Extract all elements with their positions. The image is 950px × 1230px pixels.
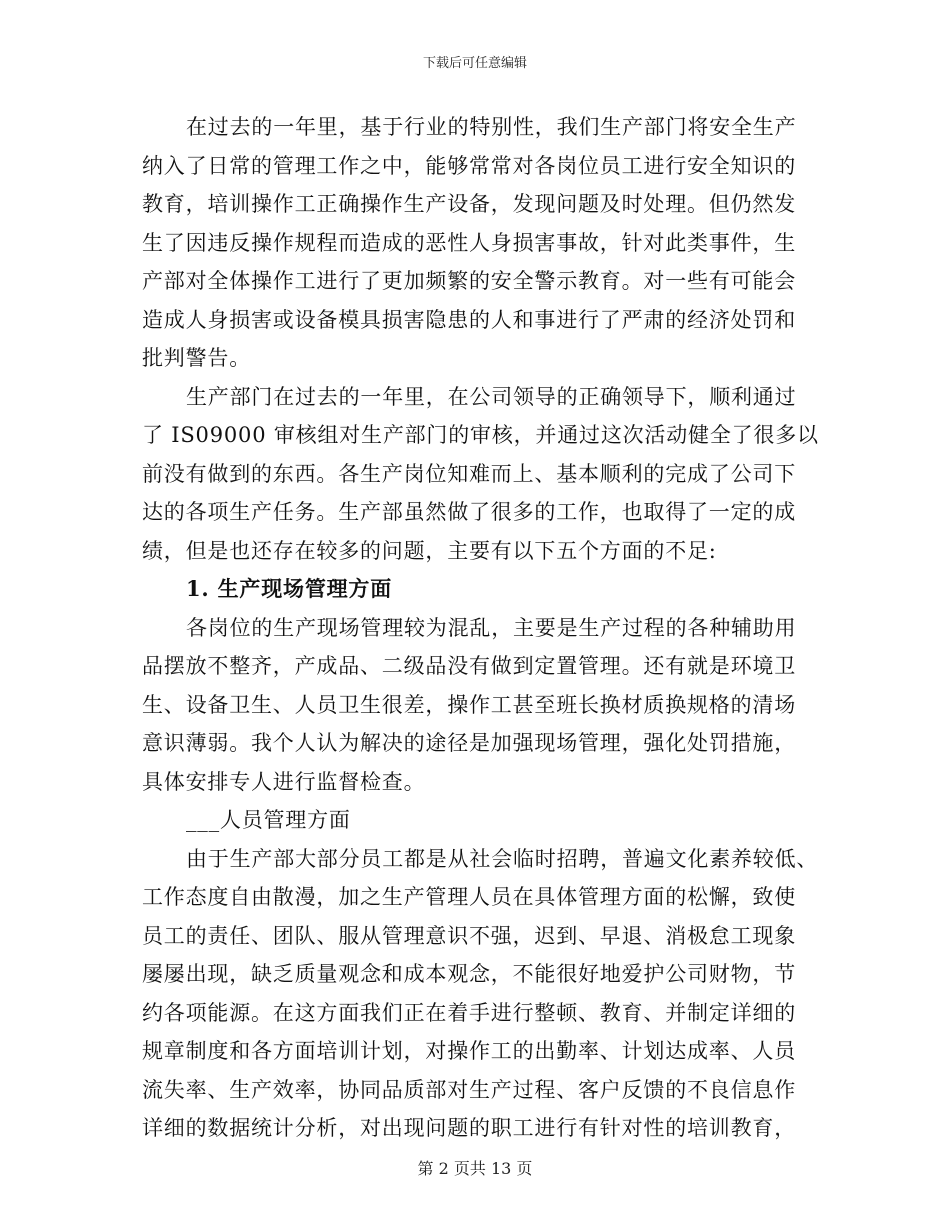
- document-body: [142, 108, 819, 1148]
- section-heading: ___人员管理方面: [186, 808, 351, 832]
- text-line: 各岗位的生产现场管理较为混乱，主要是生产过程的各种辅助用: [186, 615, 797, 640]
- text-line: 员工的责任、团队、服从管理意识不强，迟到、早退、消极怠工现象: [142, 923, 796, 948]
- text-line: 产部对全体操作工进行了更加频繁的安全警示教育。对一些有可能会: [142, 269, 796, 293]
- text-line: 详细的数据统计分析，对出现问题的职工进行有针对性的培训教育，: [142, 1116, 796, 1140]
- text-line: 工作态度自由散漫，加之生产管理人员在具体管理方面的松懈，致使: [142, 885, 796, 909]
- text-line: 生了因违反操作规程而造成的恶性人身损害事故，针对此类事件，生: [142, 230, 796, 255]
- text-line: 了 IS09000 审核组对生产部门的审核，并通过这次活动健全了很多以: [142, 423, 819, 447]
- text-line: 批判警告。: [142, 346, 251, 370]
- text-line: 由于生产部大部分员工都是从社会临时招聘，普遍文化素养较低、: [186, 846, 819, 871]
- text-line: 造成人身损害或设备模具损害隐患的人和事进行了严肃的经济处罚和: [142, 307, 796, 332]
- text-line: 流失率、生产效率，协同品质部对生产过程、客户反馈的不良信息作: [142, 1077, 796, 1102]
- text-line: 教育，培训操作工正确操作生产设备，发现问题及时处理。但仍然发: [142, 192, 796, 216]
- text-line: 生产部门在过去的一年里，在公司领导的正确领导下，顺利通过: [186, 384, 797, 409]
- text-line: 具体安排专人进行监督检查。: [142, 769, 426, 794]
- page-footer: 第 2 页共 13 页: [417, 1159, 533, 1178]
- text-line: 绩，但是也还存在较多的问题，主要有以下五个方面的不足:: [142, 538, 717, 563]
- page-header: 下载后可任意编辑: [422, 56, 527, 71]
- text-line: 约各项能源。在这方面我们正在着手进行整顿、教育、并制定详细的: [142, 1000, 796, 1025]
- text-line: 屡屡出现，缺乏质量观念和成本观念，不能很好地爱护公司财物，节: [142, 962, 796, 986]
- text-line: 在过去的一年里，基于行业的特别性，我们生产部门将安全生产: [186, 115, 797, 139]
- section-heading: 1. 生产现场管理方面: [186, 576, 393, 601]
- text-line: 达的各项生产任务。生产部虽然做了很多的工作，也取得了一定的成: [142, 500, 796, 524]
- text-line: 前没有做到的东西。各生产岗位知难而上、基本顺利的完成了公司下: [142, 461, 796, 486]
- text-line: 生、设备卫生、人员卫生很差，操作工甚至班长换材质换规格的清场: [142, 692, 796, 717]
- text-line: 意识薄弱。我个人认为解决的途径是加强现场管理，强化处罚措施，: [142, 731, 796, 755]
- text-line: 品摆放不整齐，产成品、二级品没有做到定置管理。还有就是环境卫: [142, 654, 796, 678]
- text-line: 纳入了日常的管理工作之中，能够常常对各岗位员工进行安全知识的: [142, 153, 796, 178]
- text-line: 规章制度和各方面培训计划，对操作工的出勤率、计划达成率、人员: [142, 1039, 796, 1063]
